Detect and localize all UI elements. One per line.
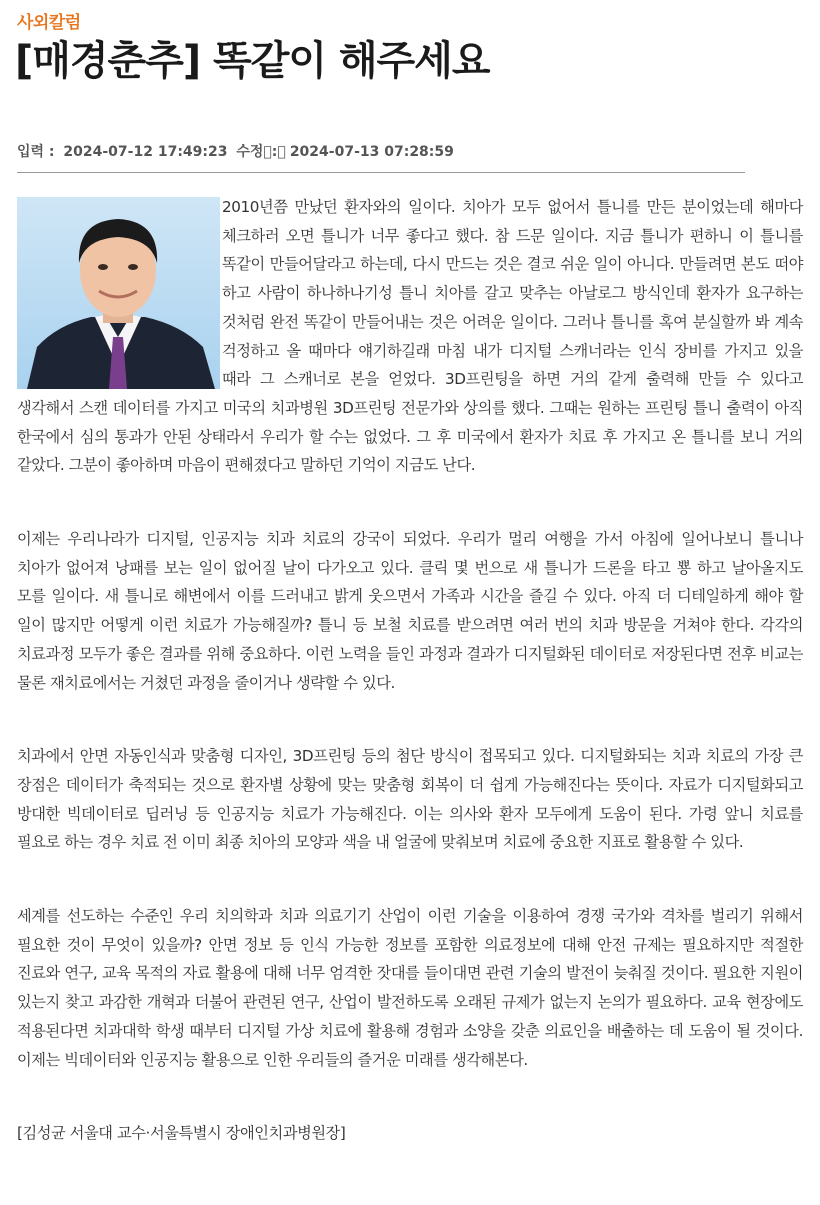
section-label[interactable]: 사외칼럼 (17, 13, 81, 33)
paragraph: 치과에서 안면 자동인식과 맞춤형 디자인, 3D프린팅 등의 첨단 방식이 접목되고 있다. 디지털화되는 치과 치료의 가장 큰 장점은 데이터가 축적되는 것으로 환자별 상황에 맞는 맞춤형 회복이 더 쉽게 가능해진다는 뜻이다. 자료가 디지털화되고 방대한 빅데이터로 딥러닝 등 인공지능 치료가 가능해진다. 이는 의사와 환자 모두에게 도움이 된다. 가령 앞니 치료를 필요로 하는 경우 치료 전 이미 최종 치아의 모양과 색을 내 얼굴에 맞춰보며 치료에 중요한 지표로 활용할 수 있다. (17, 747, 803, 852)
article-body (17, 193, 803, 1193)
paragraph: 세계를 선도하는 수준인 우리 치의학과 치과 의료기기 산업이 이런 기술을 이용하여 경쟁 국가와 격차를 벌리기 위해서 필요한 것이 무엇이 있을까? 안면 정보 등 인식 가능한 정보를 포함한 의료정보에 대해 안전 규제는 필요하지만 적절한 진료와 연구, 교육 목적의 자료 활용에 대해 너무 엄격한 잣대를 들이대면 관련 기술의 발전이 늦춰질 것이다. 필요한 지원이 있는지 찾고 과감한 개혁과 더불어 관련된 연구, 산업이 발전하도록 오래된 규제가 없는지 논의가 필요하다. 교육 현장에도 적용된다면 치과대학 학생 때부터 디지털 가상 치료에 활용해 경험과 소양을 갖춘 의료인을 배출하는 데 도움이 될 것이다. 이제는 빅데이터와 인공지능 활용으로 인한 우리들의 즐거운 미래를 생각해본다. (17, 907, 803, 1069)
article-meta (17, 141, 458, 161)
input-date: 2024-07-12 17:49:23 (63, 144, 228, 160)
byline: [김성균 서울대 교수·서울특별시 장애인치과병원장] (17, 1124, 346, 1143)
article-title: [매경춘추] 똑같이 해주세요 (15, 38, 490, 84)
paragraph (17, 193, 803, 480)
author-photo (17, 197, 220, 389)
input-label: 입력 : (17, 144, 55, 160)
divider (17, 172, 745, 173)
modified-date: 2024-07-13 07:28:59 (289, 144, 454, 160)
paragraph: 이제는 우리나라가 디지털, 인공지능 치과 치료의 강국이 되었다. 우리가 멀리 여행을 가서 아침에 일어나보니 틀니나 치아가 없어져 낭패를 보는 일이 없어질 날이 다가오고 있다. 클릭 몇 번으로 새 틀니가 드론을 타고 뿅 하고 날아올지도 모를 일이다. 새 틀니로 해변에서 이를 드러내고 밝게 웃으면서 가족과 시간을 즐길 수 있다. 아직 더 디테일하게 해야 할 일이 많지만 어떻게 이런 치료가 가능해질까? 틀니 등 보철 치료를 받으려면 여러 번의 치과 방문을 거쳐야 한다. 각각의 치료과정 모두가 좋은 결과를 위해 중요하다. 이런 노력을 들인 과정과 결과가 디지털화된 데이터로 저장된다면 전후 비교는 물론 재치료에서는 거쳤던 과정을 줄이거나 생략할 수 있다. (17, 530, 803, 692)
modified-label: 수정 :  (236, 144, 286, 160)
paragraph-text: 2010년쯤 만났던 환자와의 일이다. 치아가 모두 없어서 틀니를 만든 분이었는데 해마다 체크하러 오면 틀니가 너무 좋다고 했다. 참 드문 일이다. 지금 틀니가 편하니 이 틀니를 똑같이 만들어달라고 하는데, 다시 만드는 것은 결코 쉬운 일이 아니다. 만들려면 본도 떠야 하고 사람이 하나하나기성 틀니 치아를 갈고 맞추는 아날로그 방식인데 환자가 요구하는 것처럼 완전 똑같이 만들어내는 것은 어려운 일이다. 그러나 틀니를 혹여 분실할까 봐 계속 걱정하고 올 때마다 얘기하길래 마침 내가 디지털 스캐너라는 인식 장비를 가지고 있을 때라 그 스캐너로 본을 얻었다. 3D프린팅을 하면 거의 같게 출력해 만들 수 있다고 생각해서 스캔 데이터를 가지고 미국의 치과병원 3D프린팅 전문가와 상의를 했다. 그때는 원하는 프린팅 틀니 출력이 아직 한국에서 심의 통과가 안된 상태라서 우리가 할 수는 없었다. 그 후 미국에서 환자가 치료 후 가지고 온 틀니를 보니 거의 같았다. 그분이 좋아하며 마음이 편해졌다고 말하던 기억이 지금도 난다. (17, 198, 803, 475)
